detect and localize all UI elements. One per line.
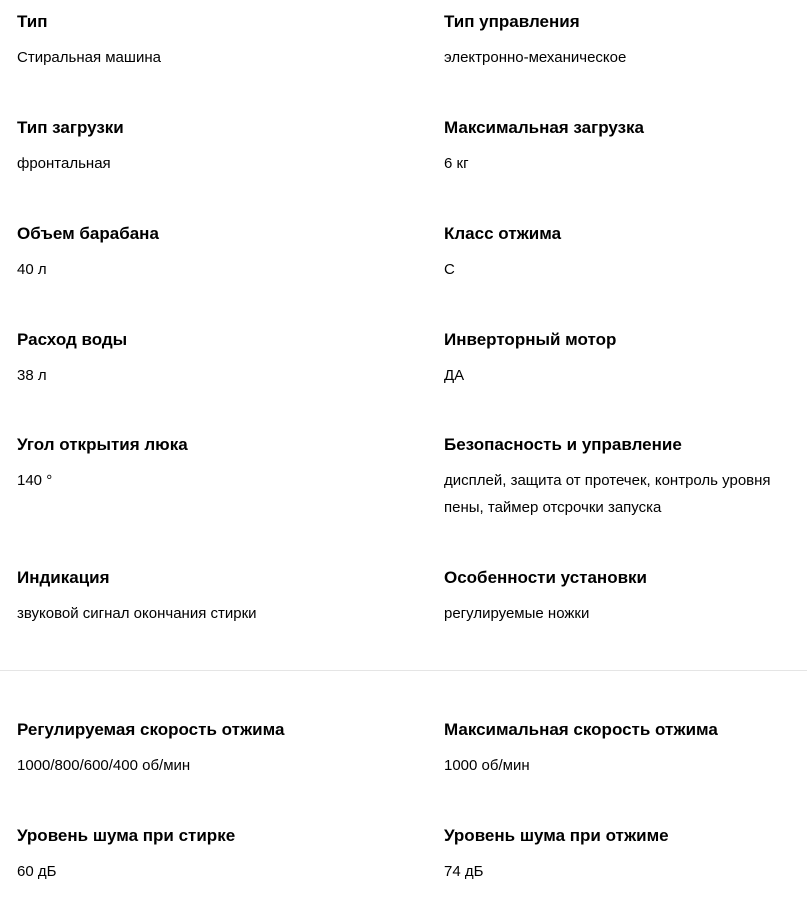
spec-spin-noise <box>444 826 806 880</box>
spec-spin-class <box>444 224 806 278</box>
spec-value: 6 кг <box>444 155 469 172</box>
spec-value: 40 л <box>17 261 47 278</box>
spec-value: 60 дБ <box>17 863 57 880</box>
spec-value: 1000/800/600/400 об/мин <box>17 757 191 774</box>
spec-value: дисплей, защита от протечек, контроль уровня пены, таймер отсрочки запуска <box>444 472 771 516</box>
spec-value: 140 ° <box>17 472 53 489</box>
spec-label: Расход воды <box>17 330 128 349</box>
spec-value: звуковой сигнал окончания стирки <box>17 605 257 622</box>
spec-label: Тип <box>17 12 48 31</box>
spec-label: Максимальная загрузка <box>444 118 644 137</box>
spec-label: Угол открытия люка <box>17 435 188 454</box>
spec-label: Объем барабана <box>17 224 159 243</box>
spec-label: Класс отжима <box>444 224 562 243</box>
spec-value: Стиральная машина <box>17 49 161 66</box>
spec-max-spin-speed <box>444 720 806 774</box>
spec-type <box>17 12 377 66</box>
section-divider <box>0 670 807 671</box>
spec-label: Индикация <box>17 568 110 587</box>
spec-value: регулируемые ножки <box>444 605 590 622</box>
spec-label: Особенности установки <box>444 568 647 587</box>
spec-value: C <box>444 261 455 278</box>
spec-label: Максимальная скорость отжима <box>444 720 718 739</box>
spec-max-load <box>444 118 806 172</box>
spec-label: Уровень шума при стирке <box>17 826 236 845</box>
spec-value: ДА <box>444 367 465 384</box>
spec-label: Тип управления <box>444 12 580 31</box>
spec-value: фронтальная <box>17 155 111 172</box>
spec-water-usage <box>17 330 377 384</box>
spec-drum-volume <box>17 224 377 278</box>
spec-door-angle <box>17 435 377 489</box>
spec-safety-control <box>444 435 806 516</box>
spec-label: Безопасность и управление <box>444 435 682 454</box>
spec-value: 38 л <box>17 367 47 384</box>
spec-value: 1000 об/мин <box>444 757 530 774</box>
spec-installation <box>444 568 806 622</box>
spec-inverter-motor <box>444 330 806 384</box>
spec-value: электронно-механическое <box>444 49 627 66</box>
spec-label: Инверторный мотор <box>444 330 617 349</box>
spec-wash-noise <box>17 826 377 880</box>
spec-control-type <box>444 12 806 66</box>
spec-indication <box>17 568 377 622</box>
spec-value: 74 дБ <box>444 863 484 880</box>
spec-adjustable-spin-speed <box>17 720 377 774</box>
spec-label: Уровень шума при отжиме <box>444 826 669 845</box>
spec-label: Тип загрузки <box>17 118 124 137</box>
spec-load-type <box>17 118 377 172</box>
spec-label: Регулируемая скорость отжима <box>17 720 285 739</box>
